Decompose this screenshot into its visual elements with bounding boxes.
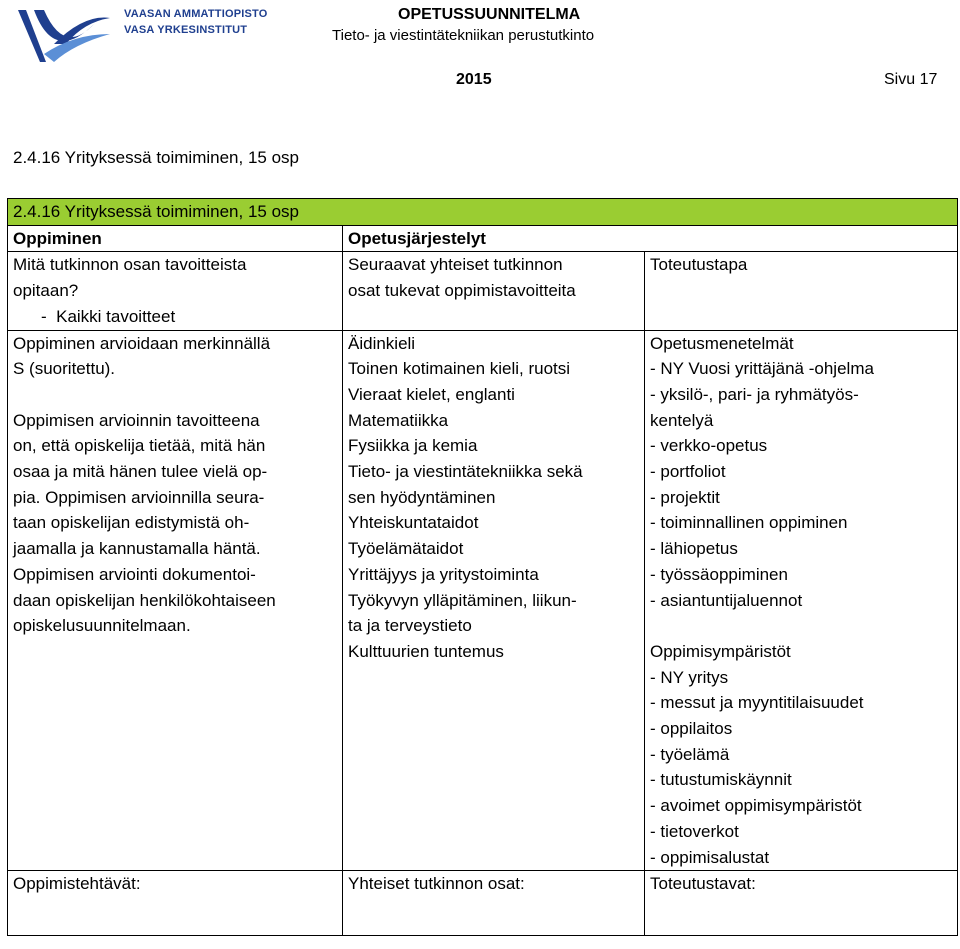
goals-row <box>8 252 958 330</box>
assessment-line: opiskelusuunnitelmaan. <box>13 616 191 636</box>
assessment-line: osaa ja mitä hänen tulee vielä op- <box>13 462 268 482</box>
environment-item: - oppimisalustat <box>650 847 770 867</box>
environment-item: - tietoverkot <box>650 821 739 841</box>
subject-item: Kulttuurien tuntemus <box>348 641 504 661</box>
assessment-line: pia. Oppimisen arvioinnilla seura- <box>13 487 265 507</box>
method-item: kentelyä <box>650 410 714 430</box>
environment-item: - avoimet oppimisympäristöt <box>650 796 862 816</box>
environment-item: - työelämä <box>650 744 730 764</box>
subject-item: Yhteiskuntataidot <box>348 513 479 533</box>
method-item: - verkko-opetus <box>650 436 768 456</box>
methods-cell <box>645 330 958 871</box>
goals-question-line: Mitä tutkinnon osan tavoitteista <box>13 255 247 275</box>
methods-gap <box>650 613 952 639</box>
subject-item: ta ja terveystieto <box>348 616 472 636</box>
subject-item: Vieraat kielet, englanti <box>348 384 515 404</box>
goals-item: - Kaikki tavoitteet <box>41 306 176 326</box>
table-title: 2.4.16 Yrityksessä toimiminen, 15 osp <box>8 199 958 226</box>
method-item: - NY Vuosi yrittäjänä -ohjelma <box>650 359 874 379</box>
goals-cell <box>8 252 343 330</box>
subject-item: Työkyvyn ylläpitäminen, liikun- <box>348 590 577 610</box>
implementations-cell: Toteutustavat: <box>645 871 958 936</box>
assessment-line: daan opiskelijan henkilökohtaiseen <box>13 590 276 610</box>
subject-item: sen hyödyntäminen <box>348 487 496 507</box>
school-logo-mark <box>14 4 114 68</box>
goals-question-line: opitaan? <box>13 281 79 301</box>
content-row <box>8 330 958 871</box>
assessment-line: S (suoritettu). <box>13 359 116 379</box>
common-intro-line: osat tukevat oppimistavoitteita <box>348 281 576 301</box>
subjects-cell <box>343 330 645 871</box>
assessment-cell <box>8 330 343 871</box>
assessment-line: Oppimisen arvioinnin tavoitteena <box>13 410 260 430</box>
method-item: - projektit <box>650 487 720 507</box>
page-number: Sivu 17 <box>884 71 938 88</box>
assessment-line: jaamalla ja kannustamalla häntä. <box>13 539 261 559</box>
method-item: - asiantuntijaluennot <box>650 590 803 610</box>
subject-item: Yrittäjyys ja yritystoiminta <box>348 564 539 584</box>
implementation-head-cell <box>645 252 958 330</box>
environment-item: - messut ja myyntitilaisuudet <box>650 693 864 713</box>
environment-item: - oppilaitos <box>650 719 733 739</box>
table-title-row <box>8 199 958 226</box>
curriculum-table <box>7 198 958 936</box>
subject-item: Toinen kotimainen kieli, ruotsi <box>348 359 571 379</box>
document-year: 2015 <box>456 71 492 88</box>
assessment-line: on, että opiskelija tietää, mitä hän <box>13 436 266 456</box>
assessment-line: Oppimisen arviointi dokumentoi- <box>13 564 256 584</box>
environment-item: - NY yritys <box>650 667 729 687</box>
implementation-head: Toteutustapa <box>650 255 748 275</box>
logo-text-fi: VAASAN AMMATTIOPISTO <box>124 8 268 20</box>
method-item: - lähiopetus <box>650 539 738 559</box>
subject-item: Tieto- ja viestintätekniikka sekä <box>348 462 583 482</box>
goals-item-text: Kaikki tavoitteet <box>56 306 176 326</box>
subject-item: Äidinkieli <box>348 333 416 353</box>
common-intro-line: Seuraavat yhteiset tutkinnon <box>348 255 563 275</box>
subject-item: Matematiikka <box>348 410 449 430</box>
head-arrangements: Opetusjärjestelyt <box>343 225 958 252</box>
environments-title: Oppimisympäristöt <box>650 641 791 661</box>
table-head-row <box>8 225 958 252</box>
subject-item: Fysiikka ja kemia <box>348 436 478 456</box>
document-title: OPETUSSUUNNITELMA <box>398 6 581 23</box>
footer-row <box>8 871 958 936</box>
method-item: - toiminnallinen oppiminen <box>650 513 848 533</box>
methods-title: Opetusmenetelmät <box>650 333 794 353</box>
assessment-gap <box>13 382 337 408</box>
document-subtitle: Tieto- ja viestintätekniikan perustutkinto <box>332 27 595 44</box>
common-intro-cell <box>343 252 645 330</box>
common-parts-cell: Yhteiset tutkinnon osat: <box>343 871 645 936</box>
school-logo <box>14 4 268 68</box>
head-learning: Oppiminen <box>8 225 343 252</box>
method-item: - työssäoppiminen <box>650 564 788 584</box>
tasks-cell: Oppimistehtävät: <box>8 871 343 936</box>
method-item: - portfoliot <box>650 462 726 482</box>
assessment-line: taan opiskelijan edistymistä oh- <box>13 513 250 533</box>
method-item: - yksilö-, pari- ja ryhmätyös- <box>650 384 859 404</box>
subject-item: Työelämätaidot <box>348 539 464 559</box>
assessment-line: Oppiminen arvioidaan merkinnällä <box>13 333 271 353</box>
section-heading: 2.4.16 Yrityksessä toimiminen, 15 osp <box>13 148 299 167</box>
logo-text-sv: VASA YRKESINSTITUT <box>124 24 248 36</box>
environment-item: - tutustumiskäynnit <box>650 770 792 790</box>
